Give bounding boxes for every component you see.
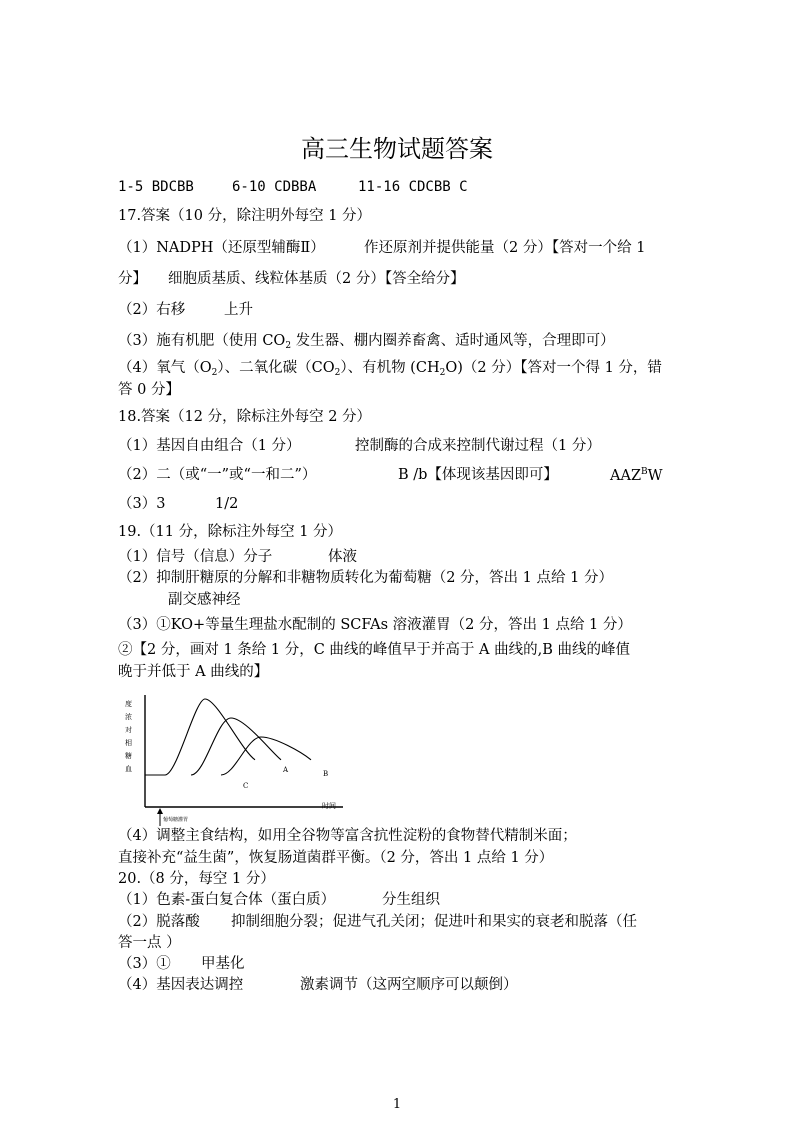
- q19-answer-2: （2）抑制肝糖原的分解和非糖物质转化为葡萄糖（2 分，答出 1 点给 1 分）: [118, 570, 613, 586]
- q19-answer-3b: ②【2 分，画对 1 条给 1 分，C 曲线的峰值早于并高于 A 曲线的,B 曲线的峰值: [118, 642, 630, 658]
- curve-label-b: B: [323, 769, 329, 778]
- q17-answer-1b: 作还原剂并提供能量（2 分）【答对一个给 1: [364, 240, 646, 256]
- q17-answer-1a: （1）NADPH（还原型辅酶Ⅱ）: [118, 240, 325, 256]
- q19-answer-2b: 副交感神经: [168, 592, 241, 608]
- q20-heading: 20.（8 分，每空 1 分）: [118, 871, 275, 887]
- y-axis-label-char: 度: [125, 700, 132, 708]
- q20-answer-4a: （4）基因表达调控: [118, 977, 244, 993]
- q17-heading: 17.答案（10 分，除注明外每空 1 分）: [118, 208, 372, 224]
- q20-answer-1b: 分生组织: [382, 892, 440, 908]
- curve-c: [145, 699, 255, 775]
- q19-answer-4b: 直接补充“益生菌”，恢复肠道菌群平衡。（2 分，答出 1 点给 1 分）: [118, 850, 554, 866]
- q18-answer-2b: B /b【体现该基因即可】: [398, 467, 558, 483]
- q20-answer-4b: 激素调节（这两空顺序可以颠倒）: [300, 977, 518, 993]
- mc-answers-6-10: 6-10 CDBBA: [232, 179, 317, 195]
- q17-answer-3: （3）施有机肥（使用 $CO_2$ 发生器、棚内圈养畜禽、适时通风等，合理即可）: [118, 333, 615, 351]
- q18-answer-1b: 控制酶的合成来控制代谢过程（1 分）: [355, 438, 601, 454]
- q19-answer-1b: 体液: [328, 549, 357, 565]
- q18-answer-2c: $AAZ^BW$: [610, 467, 663, 484]
- q19-answer-1a: （1）信号（信息）分子: [118, 549, 273, 565]
- gavage-arrowhead: [157, 808, 163, 814]
- q18-answer-3b: 1/2: [215, 496, 239, 512]
- curve-b: [221, 737, 311, 775]
- q17-answer-1c: 细胞质基质、线粒体基质（2 分）【答全给分】: [168, 271, 465, 287]
- curve-a: [191, 718, 281, 775]
- q19-answer-3a: （3）①KO+等量生理盐水配制的 SCFAs 溶液灌胃（2 分，答出 1 点给 1 分）: [118, 617, 632, 633]
- q17-answer-2b: 上升: [224, 302, 253, 318]
- q20-answer-2-cont: 答一点 ）: [118, 935, 181, 951]
- q18-answer-2a: （2）二（或“一”或“一和二”）: [118, 467, 317, 483]
- page-number: 1: [392, 1097, 402, 1112]
- y-axis-label-char: 相: [125, 739, 132, 747]
- q19-heading: 19.（11 分，除标注外每空 1 分）: [118, 524, 343, 540]
- q17-answer-1-cont: 分】: [118, 271, 147, 287]
- q17-answer-4-cont: 答 0 分】: [118, 382, 180, 398]
- q20-answer-3a: （3）①: [118, 956, 171, 972]
- y-axis-label-char: 对: [125, 726, 132, 734]
- y-axis-label-char: 糖: [125, 752, 132, 760]
- mc-answers-1-5: 1-5 BDCBB: [118, 179, 194, 195]
- q20-answer-1a: （1）色素-蛋白复合体（蛋白质）: [118, 892, 336, 908]
- q19-answer-4a: （4）调整主食结构，如用全谷物等富含抗性淀粉的食物替代精制米面；: [118, 828, 577, 844]
- blood-glucose-chart: [115, 688, 355, 828]
- curve-label-a: A: [283, 765, 289, 774]
- gavage-annotation: 葡萄糖灌胃: [163, 817, 189, 823]
- q20-answer-2a: （2）脱落酸: [118, 914, 200, 930]
- curve-label-c: C: [243, 781, 249, 790]
- q18-answer-1a: （1）基因自由组合（1 分）: [118, 438, 301, 454]
- y-axis-label-char: 浓: [125, 713, 132, 721]
- y-axis-label-char: 血: [125, 765, 132, 773]
- x-axis-label: 时间: [322, 802, 336, 810]
- q18-heading: 18.答案（12 分，除标注外每空 2 分）: [118, 409, 372, 425]
- q20-answer-3b: 甲基化: [201, 956, 245, 972]
- page-title: 高三生物试题答案: [301, 135, 493, 163]
- q17-answer-4: （4）氧气$(O_2)$、二氧化碳$(CO_2)$、有机物 $(CH_2O)(2$ 分）【答对一个得 1 分，错: [118, 360, 662, 378]
- mc-answers-11-16: 11-16 CDCBB C: [358, 179, 468, 195]
- q20-answer-2b: 抑制细胞分裂；促进气孔关闭；促进叶和果实的衰老和脱落（任: [231, 914, 637, 930]
- q19-answer-3b-cont: 晚于并低于 A 曲线的】: [118, 664, 269, 680]
- q17-answer-2a: （2）右移: [118, 302, 186, 318]
- q18-answer-3a: （3）3: [118, 496, 166, 512]
